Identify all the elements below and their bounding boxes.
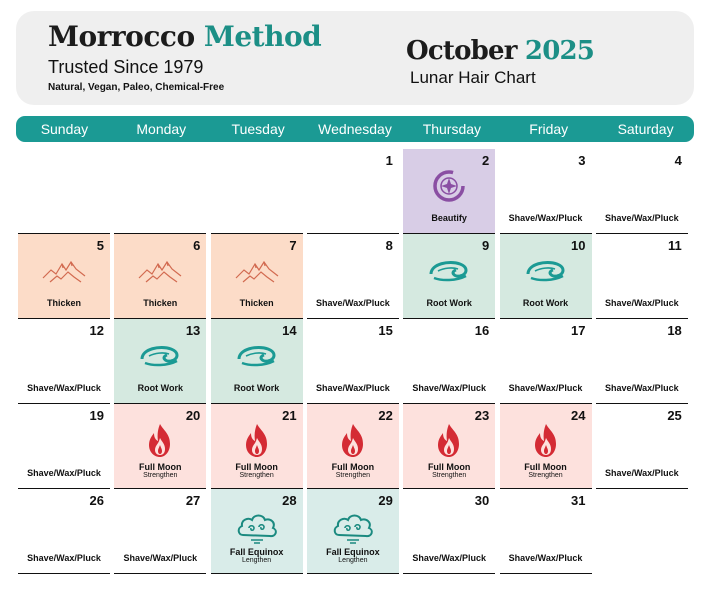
day-cell-15	[307, 319, 399, 404]
weekday-tuesday: Tuesday	[231, 121, 285, 137]
day-number: 5	[96, 238, 104, 253]
day-cell-3	[500, 149, 592, 234]
day-cell-11	[596, 234, 688, 319]
day-cell-24	[500, 404, 592, 489]
cloud-icon	[234, 507, 280, 545]
day-activity-label: Shave/Wax/Pluck	[508, 213, 583, 223]
weekday-thursday: Thursday	[422, 121, 482, 137]
day-activity-sublabel: Strengthen	[432, 472, 467, 479]
day-activity-label: Shave/Wax/Pluck	[316, 298, 390, 308]
chart-title: Lunar Hair Chart	[410, 68, 536, 87]
day-activity-label: Fall Equinox	[229, 547, 284, 557]
day-number: 8	[385, 238, 393, 253]
day-number: 22	[378, 408, 393, 423]
day-activity-label: Full Moon	[331, 462, 375, 472]
day-activity-label: Full Moon	[139, 462, 182, 472]
day-cell-13	[114, 319, 206, 404]
day-number: 29	[378, 493, 393, 508]
day-number: 21	[282, 408, 297, 423]
day-cell-31	[500, 489, 592, 574]
day-cell-18	[596, 319, 688, 404]
day-cell-25	[596, 404, 688, 489]
day-cell-19	[18, 404, 110, 489]
wave-icon	[523, 252, 569, 290]
day-activity-label: Beautify	[431, 213, 467, 223]
day-activity-label: Shave/Wax/Pluck	[508, 553, 583, 563]
wave-icon	[426, 252, 472, 290]
day-cell-7	[211, 234, 303, 319]
day-activity-label: Shave/Wax/Pluck	[604, 213, 679, 223]
day-activity-sublabel: Lengthen	[241, 557, 272, 564]
brand-name: Morrocco Method	[48, 20, 322, 53]
mountain-icon	[41, 252, 87, 290]
weekday-sunday: Sunday	[40, 121, 89, 137]
day-activity-label: Full Moon	[524, 462, 567, 472]
day-cell-2	[403, 149, 495, 234]
day-cell-9	[403, 234, 495, 319]
day-number: 15	[378, 323, 393, 338]
day-activity-label: Shave/Wax/Pluck	[412, 383, 487, 393]
empty-day-cell	[211, 149, 303, 234]
empty-day-cell	[114, 149, 206, 234]
flame-icon	[330, 422, 376, 460]
day-number: 7	[289, 238, 297, 253]
day-cell-1	[307, 149, 399, 234]
day-activity-label: Shave/Wax/Pluck	[27, 468, 101, 478]
day-activity-sublabel: Strengthen	[143, 472, 178, 479]
day-activity-label: Shave/Wax/Pluck	[604, 298, 679, 308]
day-activity-label: Fall Equinox	[326, 547, 380, 557]
weekday-header	[16, 116, 694, 142]
day-number: 17	[571, 323, 586, 338]
day-number: 6	[193, 238, 201, 253]
day-activity-label: Root Work	[233, 383, 280, 393]
day-number: 3	[578, 153, 586, 168]
brand-subtitle: Trusted Since 1979	[48, 57, 204, 77]
day-cell-6	[114, 234, 206, 319]
day-number: 27	[185, 493, 201, 508]
day-cell-27	[114, 489, 206, 574]
wave-icon	[234, 337, 280, 375]
day-cell-23	[403, 404, 495, 489]
day-activity-sublabel: Strengthen	[528, 472, 563, 479]
day-activity-label: Thicken	[239, 298, 274, 308]
day-cell-26	[18, 489, 110, 574]
flame-icon	[137, 422, 183, 460]
day-cell-20	[114, 404, 206, 489]
day-activity-sublabel: Lengthen	[338, 557, 368, 564]
day-number: 24	[571, 408, 586, 423]
day-number: 18	[667, 323, 682, 338]
day-cell-8	[307, 234, 399, 319]
day-number: 10	[571, 238, 586, 253]
day-activity-label: Shave/Wax/Pluck	[27, 553, 101, 563]
weekday-wednesday: Wednesday	[318, 121, 392, 137]
weekday-friday: Friday	[529, 121, 569, 137]
day-number: 11	[668, 238, 682, 253]
day-activity-label: Shave/Wax/Pluck	[27, 383, 101, 393]
day-number: 20	[185, 408, 201, 423]
day-activity-label: Shave/Wax/Pluck	[604, 468, 679, 478]
day-cell-14	[211, 319, 303, 404]
day-number: 25	[667, 408, 682, 423]
day-cell-21	[211, 404, 303, 489]
day-activity-label: Shave/Wax/Pluck	[316, 383, 390, 393]
day-number: 13	[185, 323, 201, 338]
day-cell-16	[403, 319, 495, 404]
weekday-saturday: Saturday	[617, 121, 674, 137]
day-activity-label: Full Moon	[427, 462, 471, 472]
day-cell-4	[596, 149, 688, 234]
day-activity-label: Shave/Wax/Pluck	[123, 553, 198, 563]
month-title: October 2025	[406, 36, 595, 66]
day-cell-17	[500, 319, 592, 404]
day-activity-label: Shave/Wax/Pluck	[412, 553, 487, 563]
day-cell-10	[500, 234, 592, 319]
day-number: 31	[571, 493, 586, 508]
day-number: 9	[481, 238, 490, 253]
day-number: 26	[89, 493, 104, 508]
calendar-grid	[18, 149, 692, 574]
mountain-icon	[137, 252, 183, 290]
moon-star-icon	[426, 167, 472, 205]
day-activity-label: Thicken	[46, 298, 81, 308]
day-activity-label: Shave/Wax/Pluck	[508, 383, 583, 393]
empty-day-cell	[18, 149, 110, 234]
day-cell-28	[211, 489, 303, 574]
day-activity-label: Root Work	[522, 298, 569, 308]
wave-icon	[137, 337, 183, 375]
day-cell-29	[307, 489, 399, 574]
cloud-icon	[330, 507, 376, 545]
day-activity-label: Thicken	[143, 298, 178, 308]
brand-tags: Natural, Vegan, Paleo, Chemical-Free	[48, 82, 225, 93]
day-number: 19	[89, 408, 104, 423]
day-number: 23	[474, 408, 490, 423]
day-cell-30	[403, 489, 495, 574]
day-number: 14	[282, 323, 297, 338]
day-cell-5	[18, 234, 110, 319]
day-number: 12	[89, 323, 104, 338]
day-cell-12	[18, 319, 110, 404]
day-number: 16	[474, 323, 490, 338]
day-activity-label: Full Moon	[235, 462, 278, 472]
day-number: 4	[674, 153, 682, 168]
mountain-icon	[234, 252, 280, 290]
weekday-monday: Monday	[136, 121, 187, 137]
day-activity-label: Shave/Wax/Pluck	[604, 383, 679, 393]
day-number: 2	[481, 153, 490, 168]
flame-icon	[426, 422, 472, 460]
day-cell-22	[307, 404, 399, 489]
day-number: 1	[385, 153, 393, 168]
day-number: 28	[282, 493, 297, 508]
day-activity-label: Root Work	[426, 298, 472, 308]
flame-icon	[234, 422, 280, 460]
flame-icon	[523, 422, 569, 460]
day-activity-sublabel: Strengthen	[239, 472, 274, 479]
day-activity-label: Root Work	[137, 383, 183, 393]
day-activity-sublabel: Strengthen	[335, 472, 371, 479]
day-number: 30	[474, 493, 490, 508]
